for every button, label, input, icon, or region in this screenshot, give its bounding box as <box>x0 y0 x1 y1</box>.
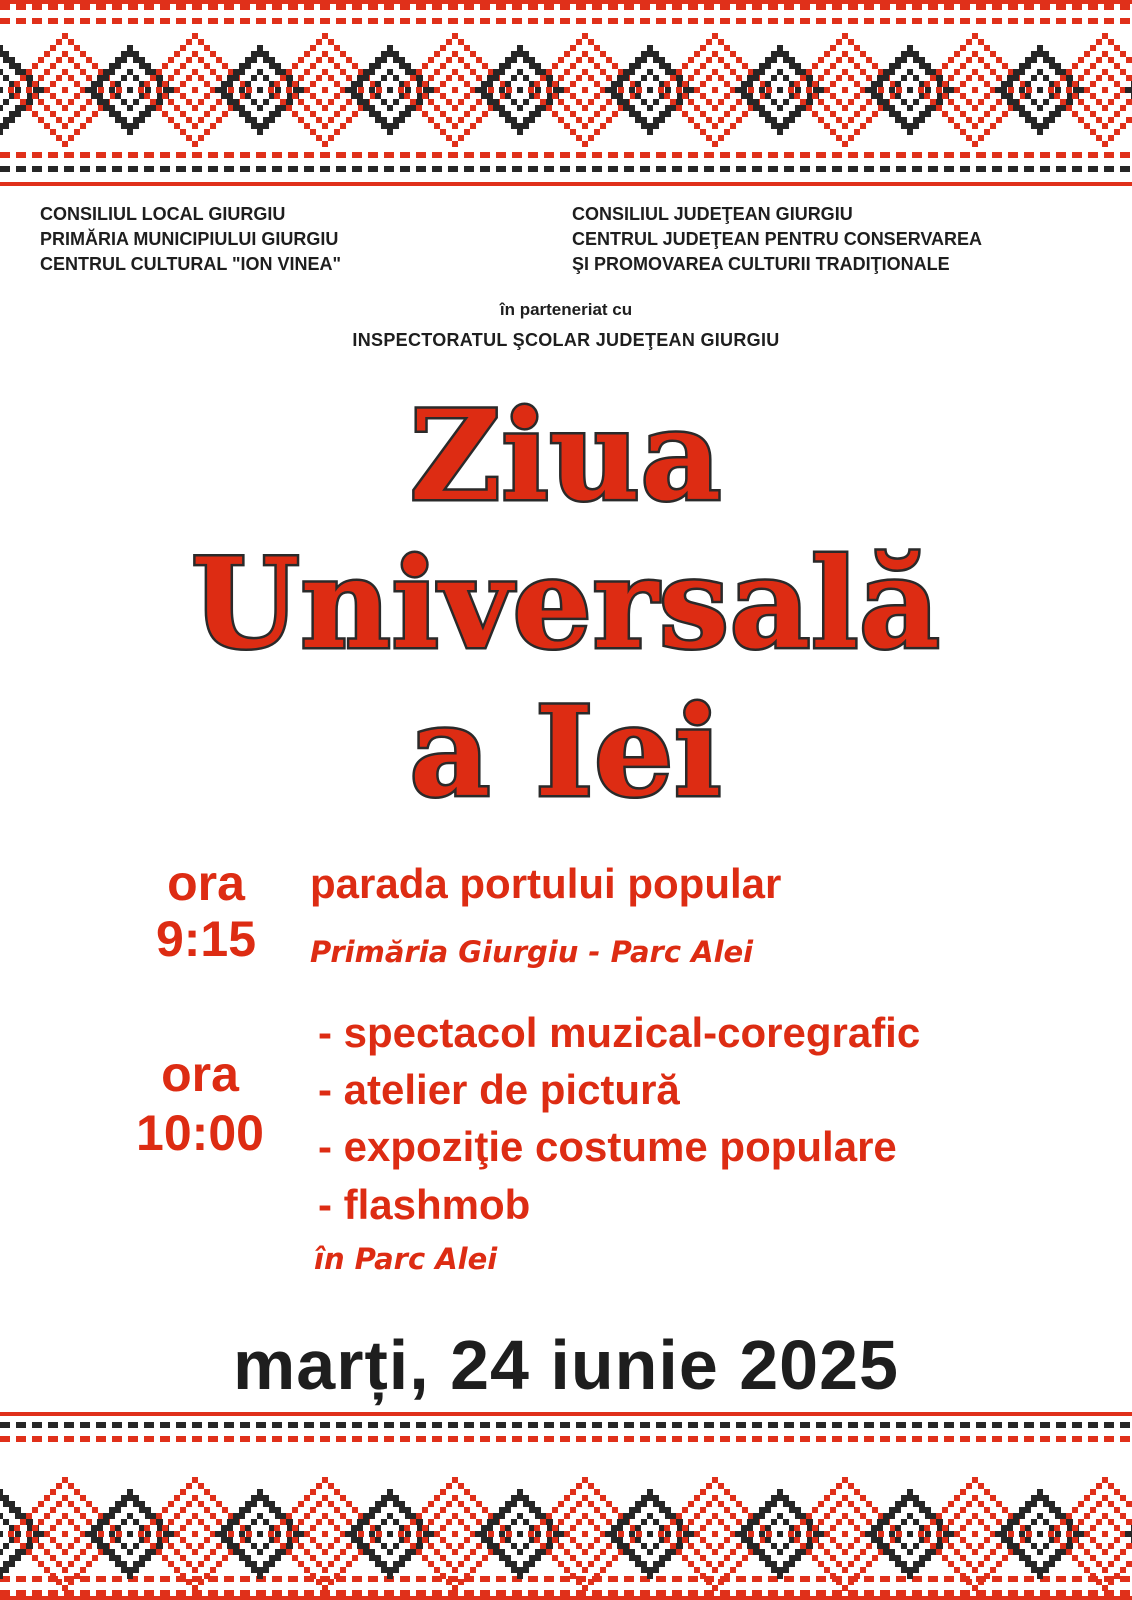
partner-name: INSPECTORATUL ŞCOLAR JUDEŢEAN GIURGIU <box>352 330 780 350</box>
activity-item: - spectacol muzical-coregrafic <box>318 1009 921 1056</box>
partnership-intro: în parteneriat cu <box>499 300 633 319</box>
top-embroidery-border <box>0 0 1132 188</box>
red-diamond-motif <box>398 33 512 147</box>
activity-item: - expoziţie costume populare <box>318 1123 897 1170</box>
red-diamond-motif <box>658 1477 772 1591</box>
organizers-left <box>40 202 341 277</box>
red-diamond-motif <box>8 33 122 147</box>
red-diamond-motif <box>918 33 1032 147</box>
organizers-right <box>572 202 982 277</box>
red-diamond-motif <box>398 1477 512 1591</box>
red-diamond-motif <box>658 33 772 147</box>
red-diamond-motif <box>268 33 382 147</box>
activities-venue: în Parc Alei <box>314 1242 498 1276</box>
event-date: marți, 24 iunie 2025 <box>233 1326 899 1404</box>
event-title-line-1: Ziua <box>409 384 723 529</box>
red-diamond-motif <box>268 1477 382 1591</box>
activity-item: - flashmob <box>318 1181 531 1228</box>
organizer-line: CENTRUL JUDEŢEAN PENTRU CONSERVAREA <box>572 229 983 249</box>
organizer-line: CONSILIUL JUDEŢEAN GIURGIU <box>572 204 853 224</box>
red-diamond-motif <box>788 1477 902 1591</box>
organizer-line: CONSILIUL LOCAL GIURGIU <box>40 204 286 224</box>
time-label-word: ora <box>167 855 245 911</box>
organizer-line: ŞI PROMOVAREA CULTURII TRADIŢIONALE <box>572 254 950 274</box>
activity-item: - atelier de pictură <box>318 1066 680 1113</box>
red-diamond-motif <box>788 33 902 147</box>
time-label-word: ora <box>161 1046 239 1102</box>
red-diamond-motif <box>138 33 252 147</box>
organizer-line: PRIMĂRIA MUNICIPIULUI GIURGIU <box>40 229 339 249</box>
red-diamond-motif <box>138 1477 252 1591</box>
time-value: 10:00 <box>136 1105 264 1161</box>
event-title-line-2: Universală <box>191 532 941 677</box>
event-venue: Primăria Giurgiu - Parc Alei <box>310 935 754 969</box>
organizer-line: CENTRUL CULTURAL "ION VINEA" <box>40 254 342 274</box>
red-diamond-motif <box>528 1477 642 1591</box>
red-diamond-motif <box>8 1477 122 1591</box>
event-title-line-3: a Iei <box>409 680 723 825</box>
bottom-embroidery-border <box>0 1412 1132 1600</box>
event-parade: parada portului popular <box>310 860 782 907</box>
red-diamond-motif <box>918 1477 1032 1591</box>
red-diamond-motif <box>528 33 642 147</box>
time-value: 9:15 <box>155 911 257 967</box>
